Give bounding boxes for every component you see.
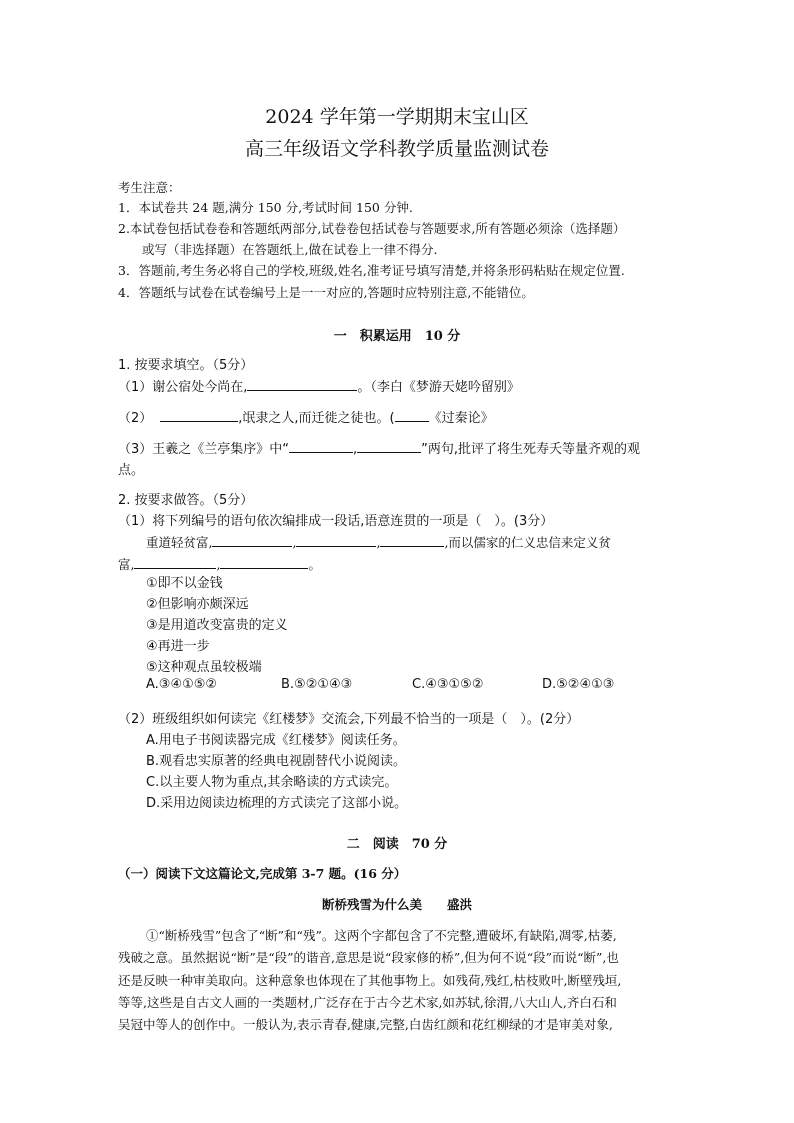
article-title: 断桥残雪为什么美 盛洪 xyxy=(321,897,472,912)
q2-part1-text-line2 xyxy=(118,555,321,573)
q1-part2-mid: ,氓隶之人,而迁徙之徒也。( xyxy=(238,411,395,426)
q2-part2-option-c[interactable]: C.以主要人物为重点,其余略读的方式读完。 xyxy=(146,775,398,790)
article-para-line-4: 等等,这些是自古文人画的一类题材,广泛存在于古今艺术家,如苏轼,徐渭,八大山人,齐白石和 xyxy=(118,995,617,1010)
section1-title: 一 积累运用 10 分 xyxy=(333,329,461,344)
note-item-3: 3．答题前,考生务必将自己的学校,班级,姓名,准考证号填写清楚,并将条形码粘贴在规定位置. xyxy=(118,263,625,278)
q1-part2-author-blank[interactable] xyxy=(395,409,429,422)
article-para-line-1: ①“断桥残雪”包含了“断”和“残”。这两个字都包含了不完整,遭破坏,有缺陷,凋零,枯萎, xyxy=(146,928,617,943)
q2-sep-2: , xyxy=(376,535,381,550)
q2-text-a: 重道轻贫富, xyxy=(146,535,213,550)
q2-option-d[interactable]: D.⑤②④①③ xyxy=(542,677,615,692)
q1-part2-blank[interactable] xyxy=(160,409,238,422)
notes-heading: 考生注意： xyxy=(118,180,181,195)
article-para-line-3: 还是反映一种审美取向。这种意象也体现在了其他事物上。如残荷,残红,枯枝败叶,断壁残垣, xyxy=(118,973,622,988)
q2-part2-option-a[interactable]: A.用电子书阅读器完成《红楼梦》阅读任务。 xyxy=(146,733,406,748)
q2-option-c[interactable]: C.④③①⑤② xyxy=(412,677,484,692)
note-item-2-cont: 或写（非选择题）在答题纸上,做在试卷上一律不得分. xyxy=(142,242,438,257)
article-para-line-2: 残破之意。虽然据说“断”是“段”的谐音,意思是说“段家修的桥”,但为何不说“段”而说“断”,也 xyxy=(118,950,619,965)
q1-part1-post: 。（李白《梦游天姥吟留别》 xyxy=(357,380,520,395)
q1-part2-post: 《过秦论》 xyxy=(428,411,494,426)
q1-part3-blank-b[interactable] xyxy=(357,440,421,453)
q1-part3-comma: , xyxy=(353,442,358,457)
q1-part1 xyxy=(118,376,520,395)
q2-sep-3: , xyxy=(216,557,221,572)
q1-part3 xyxy=(118,438,640,457)
q1-part3-blank-a[interactable] xyxy=(289,440,353,453)
q2-stem: 2. 按要求做答。（5分） xyxy=(118,493,254,508)
note-item-2: 2.本试卷包括试卷卷和答题纸两部分,试卷卷包括试卷与答题要求,所有答题必须涂（选择题） xyxy=(118,221,626,236)
note-item-4: 4．答题纸与试卷在试卷编号上是一一对应的,答题时应特别注意,不能错位。 xyxy=(118,285,534,300)
q2-blank-2[interactable] xyxy=(296,534,376,547)
q2-blank-1[interactable] xyxy=(212,534,292,547)
q2-part2-option-b[interactable]: B.观看忠实原著的经典电视剧替代小说阅读。 xyxy=(146,754,407,769)
q2-text-b: ,而以儒家的仁义忠信来定义贫 xyxy=(444,535,611,550)
article-para-line-5: 吴冠中等人的创作中。一般认为,表示青春,健康,完整,白齿红颜和花红柳绿的才是审美对象, xyxy=(118,1017,613,1032)
q2-part2-option-d[interactable]: D.采用边阅读边梳理的方式读完了这部小说。 xyxy=(146,796,408,811)
section2-sub1: （一）阅读下文这篇论文,完成第 3-7 题。(16 分） xyxy=(118,866,407,881)
q2-item-2: ②但影响亦颇深远 xyxy=(146,597,249,612)
q1-part1-pre: （1）谢公宿处今尚在, xyxy=(118,380,248,395)
q1-part3-post: ”两句,批评了将生死寿夭等量齐观的观 xyxy=(421,442,641,457)
q1-part3-pre: （3）王羲之《兰亭集序》中“ xyxy=(118,442,290,457)
exam-title-line2: 高三年级语文学科教学质量监测试卷 xyxy=(244,138,549,160)
q2-text-c: 富, xyxy=(118,557,135,572)
q2-part1-text-line1 xyxy=(146,533,611,551)
q1-part1-blank[interactable] xyxy=(247,378,357,391)
q1-part2 xyxy=(118,407,494,426)
q2-sep-1: , xyxy=(292,535,297,550)
exam-title-line1: 2024 学年第一学期期末宝山区 xyxy=(265,106,529,128)
q1-part3-cont: 点。 xyxy=(118,463,145,478)
section2-title: 二 阅读 70 分 xyxy=(346,837,448,852)
q2-item-4: ④再进一步 xyxy=(146,639,210,654)
q2-text-end: 。 xyxy=(308,557,321,572)
q2-blank-3[interactable] xyxy=(380,534,444,547)
q2-blank-5[interactable] xyxy=(220,556,308,569)
q2-item-3: ③是用道改变富贵的定义 xyxy=(146,618,288,633)
q2-part1-stem: （1）将下列编号的语句依次编排成一段话,语意连贯的一项是（ ）。(3分） xyxy=(118,514,554,529)
q2-item-5: ⑤这种观点虽较极端 xyxy=(146,660,262,675)
note-item-1: 1．本试卷共 24 题,满分 150 分,考试时间 150 分钟. xyxy=(118,200,413,215)
q2-item-1: ①即不以金钱 xyxy=(146,576,223,591)
q2-option-a[interactable]: A.③④①⑤② xyxy=(146,677,218,692)
q2-option-b[interactable]: B.⑤②①④③ xyxy=(281,677,353,692)
q1-part2-pre: （2） xyxy=(118,411,153,426)
q1-stem: 1. 按要求填空。（5分） xyxy=(118,358,254,373)
q2-blank-4[interactable] xyxy=(134,556,216,569)
q2-part2-stem: （2）班级组织如何读完《红楼梦》交流会,下列最不恰当的一项是（ ）。(2分） xyxy=(118,712,580,727)
